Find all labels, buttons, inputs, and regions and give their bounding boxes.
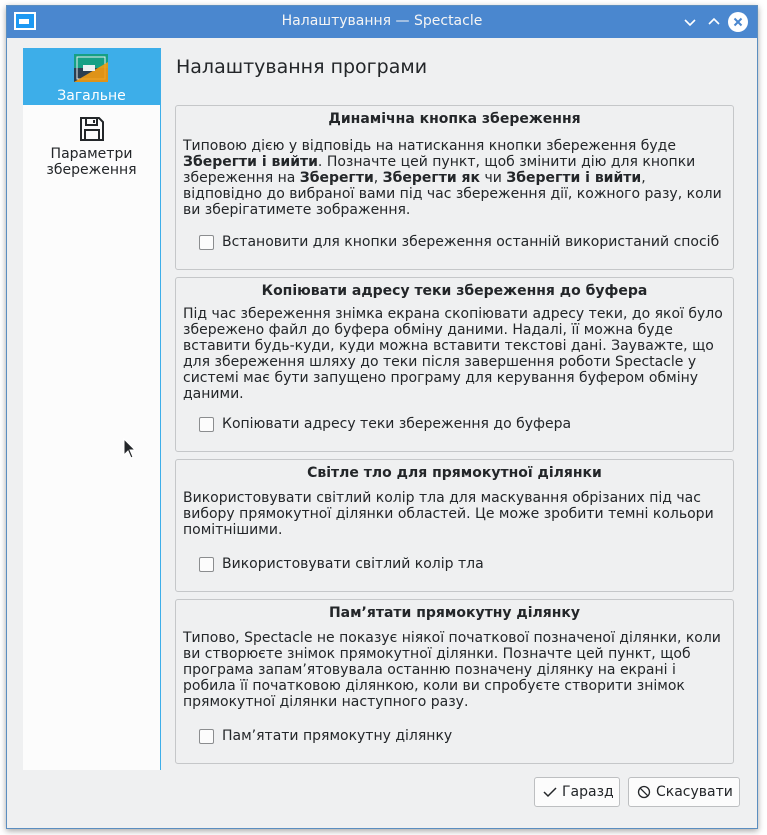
description-line: [183, 354, 728, 370]
text-run: даними.: [183, 386, 244, 402]
text-run: Типово, Spectacle не показує ніякої початкової позначеної ділянки, коли: [183, 630, 721, 646]
text-run: ви створюєте знімок прямокутної ділянки. Позначте цей пункт, щоб: [183, 646, 691, 662]
description-line: [183, 386, 728, 402]
group-light-background: [175, 459, 734, 592]
mouse-cursor-icon: [123, 438, 137, 460]
close-icon: [728, 12, 748, 32]
ok-button-label: Гаразд: [562, 784, 614, 800]
description-line: [183, 154, 728, 170]
text-run: робила її початковою ділянкою, коли ви спробуєте створити знімок: [183, 678, 685, 694]
bold-text: Зберегти і вийти: [506, 170, 642, 186]
checkbox[interactable]: [199, 235, 214, 250]
description-line: [183, 370, 728, 386]
text-run: системі має бути запущено програму для керування буфером обміну: [183, 370, 699, 386]
ok-button[interactable]: [534, 777, 620, 807]
description-line: [183, 202, 728, 218]
chevron-down-icon: [680, 12, 700, 32]
bold-text: Зберегти і вийти: [183, 154, 318, 170]
checkbox[interactable]: [199, 557, 214, 572]
maximize-button[interactable]: [704, 12, 724, 32]
description-line: [183, 506, 728, 522]
checkbox-label[interactable]: Використовувати світлий колір тла: [222, 556, 484, 572]
sidebar-item-label: Загальне: [57, 88, 126, 104]
description-line: [183, 646, 728, 662]
text-run: вибору прямокутної ділянки областей. Це може зробити темні кольори: [183, 506, 714, 522]
sidebar-item-save-options[interactable]: [23, 112, 160, 182]
description-line: [183, 138, 728, 154]
bold-text: Зберегти: [299, 170, 374, 186]
text-run: відповідно до вибраної вами під час збереження дії, кожного разу, коли: [183, 186, 722, 202]
text-run: чи: [480, 170, 507, 186]
description-line: [183, 630, 728, 646]
sidebar-label-line1: Параметри: [50, 146, 133, 162]
checkbox-label[interactable]: Встановити для кнопки збереження останній використаний спосіб: [222, 234, 720, 250]
cancel-icon: [637, 778, 651, 816]
text-run: збережено файл до буфера обміну даними. Надалі, її можна буде: [183, 322, 673, 338]
bold-text: Зберегти як: [382, 170, 481, 186]
settings-dialog: [6, 5, 758, 829]
group-title: Світле тло для прямокутної ділянки: [307, 465, 602, 481]
minimize-button[interactable]: [680, 12, 700, 32]
window-title: Налаштування — Spectacle: [281, 13, 483, 29]
sidebar-label-line2: збереження: [46, 162, 137, 178]
description-line: [183, 338, 728, 354]
title-bar[interactable]: [7, 6, 757, 38]
text-run: Під час збереження знімка екрана скопіювати адресу теки, до якої було: [183, 306, 723, 322]
description-line: [183, 322, 728, 338]
page-sidebar: [23, 48, 161, 770]
chevron-up-icon: [704, 12, 724, 32]
group-dynamic-save-button: [175, 105, 734, 270]
text-run: прямокутної ділянки наступного разу.: [183, 694, 469, 710]
preferences-icon: [74, 54, 108, 82]
text-run: програма запам’ятовувала останню позначену ділянку на екрані і: [183, 662, 676, 678]
text-run: ви зберігатимете зображення.: [183, 202, 411, 218]
text-run: збереження на: [183, 170, 300, 186]
checkbox-label[interactable]: Пам’ятати прямокутну ділянку: [222, 728, 453, 744]
checkbox[interactable]: [199, 417, 214, 432]
description-line: [183, 170, 728, 186]
floppy-disk-icon: [79, 116, 105, 142]
group-title: Копіювати адресу теки збереження до буфера: [261, 283, 648, 299]
sidebar-item-general[interactable]: [23, 48, 160, 105]
group-description: [183, 138, 728, 218]
text-run: . Позначте цей пункт, щоб змінити дію для кнопки: [317, 154, 696, 170]
group-remember-region: [175, 599, 734, 764]
description-line: [183, 306, 728, 322]
cancel-button-label: Скасувати: [656, 784, 733, 800]
group-description: [183, 630, 728, 710]
group-description: [183, 306, 728, 402]
group-copy-save-location: [175, 277, 734, 452]
check-icon: [543, 778, 557, 816]
description-line: [183, 186, 728, 202]
description-line: [183, 694, 728, 710]
text-run: помітнішими.: [183, 522, 283, 538]
text-run: вставити будь-куди, куди можна вставити текстові дані. Зауважте, що: [183, 338, 714, 354]
checkbox-label[interactable]: Копіювати адресу теки збереження до буфера: [222, 416, 572, 432]
text-run: Використовувати світлий колір тла для маскування обрізаних під час: [183, 490, 701, 506]
description-line: [183, 522, 728, 538]
text-run: Типовою дією у відповідь на натискання кнопки збереження буде: [183, 138, 676, 154]
sidebar-item-label: [23, 146, 160, 178]
text-run: ,: [641, 170, 646, 186]
group-description: [183, 490, 728, 538]
text-run: для збереження шляху до теки після завершення роботи Spectacle у: [183, 354, 697, 370]
group-title: Динамічна кнопка збереження: [328, 111, 581, 127]
page-title: Налаштування програми: [176, 56, 428, 78]
cancel-button[interactable]: [628, 777, 740, 807]
description-line: [183, 490, 728, 506]
text-run: ,: [373, 170, 383, 186]
close-button[interactable]: [728, 12, 748, 32]
checkbox[interactable]: [199, 729, 214, 744]
description-line: [183, 662, 728, 678]
description-line: [183, 678, 728, 694]
group-title: Пам’ятати прямокутну ділянку: [328, 605, 581, 621]
